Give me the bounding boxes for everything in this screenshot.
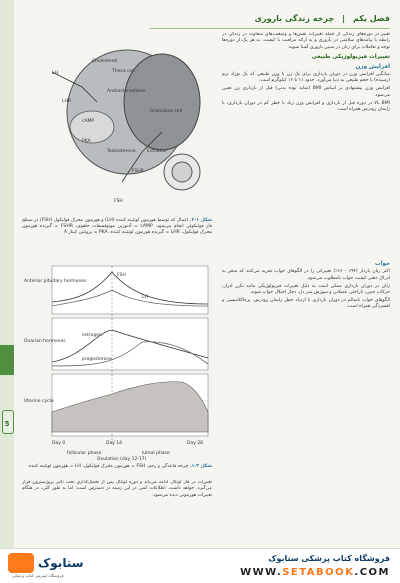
figure2-caption-text: چرخه قاعدگی و رحم. FSH = هورمون محرک فولیکول، LH = هورمون لوتئینه کننده bbox=[28, 464, 189, 469]
body-paragraph: BMI بالا در دوره قبل از بارداری و افزایش وزن زیاد با خطر کم در دوران بارداری، با زایمان زودرس همراه است. bbox=[222, 100, 390, 113]
intro-paragraph: تغییر در دوره‌های زندگی از جمله تغییرات نقش‌ها و وضعیت‌های متفاوت در زندگی در رابطه با پیامدهای سلامتی در باروری و به ارائه مراقبت با کیفیت، به هر یک از دوره‌ها توجه و تعاملات برای زنان در سنین باروری آشنا شوید. bbox=[222, 32, 390, 50]
label-fshr: FSHR bbox=[132, 169, 144, 174]
label-cholesterol: Cholesterol bbox=[92, 59, 118, 64]
web-name: SETABOOK bbox=[282, 567, 355, 578]
subsection-heading: افزایش وزن bbox=[355, 63, 390, 70]
label-follicular-phase: follicular phase bbox=[67, 451, 102, 456]
footer-banner bbox=[0, 548, 400, 583]
body-paragraph: اکثر زنان باردار (۹۴٪ - ۶۶٪) تغییراتی را در الگوهای خواب تجربه می‌کنند که منجر به ادراک ذهنی کیفیت خواب نامطلوب می‌شود. bbox=[222, 269, 390, 281]
oocyte-inner bbox=[172, 162, 192, 182]
right-column-sleep bbox=[222, 258, 390, 548]
header-rule bbox=[150, 28, 390, 29]
body-paragraph: میانگین افزایش وزن در دوران بارداری برای یک زن با وزن طبیعی که یک نوزاد ترم (رسیده) با حجم طبیعی به دنیا می‌آورد، حدود ۱۱ تا ۱۶ کیلوگرم است. bbox=[222, 72, 390, 84]
page-number: 5 bbox=[4, 420, 10, 428]
logo-wordmark: ستابوک bbox=[38, 556, 84, 570]
margin-strip bbox=[0, 0, 14, 582]
granulosa-cell-shape bbox=[124, 54, 200, 150]
menstrual-cycle-figure bbox=[22, 262, 212, 462]
label-luteal-phase: luteal phase bbox=[142, 451, 170, 456]
running-header bbox=[100, 10, 390, 26]
label-theca: Theca cell bbox=[112, 69, 135, 74]
label-progesterone: progesterone bbox=[82, 357, 112, 362]
label-pka: PKA bbox=[82, 139, 91, 144]
follicle-diagram-svg bbox=[22, 32, 212, 212]
sleep-heading: خواب bbox=[374, 261, 390, 267]
figure2-caption-label: شکل ۳-۱. bbox=[189, 464, 212, 469]
ovarian-panel bbox=[52, 318, 208, 370]
label-day14: Day 14 bbox=[106, 441, 123, 446]
web-prefix: WWW. bbox=[240, 567, 283, 578]
logo-tagline: فروشگاه اینترنتی کتاب پزشکی bbox=[12, 573, 64, 578]
figure1-caption-text: اعمال که توسط هورمون لوتئینه کننده (LH) و هورمون محرک فولیکول (FSH) در سطح فاز فولیکولی انجام می‌شود. cAMP = آدنوزین مونوفسفات حلقوی، FSHR = گیرنده هورمون محرک فولیکول، LHR = گیرنده هورمون لوتئینه کننده، PKA = پروتئین کیناز A bbox=[22, 218, 212, 236]
label-testosterone: Testosterone bbox=[107, 149, 136, 154]
label-camp: cAMP bbox=[82, 119, 95, 124]
logo-mark-icon bbox=[8, 553, 34, 573]
figure2-caption bbox=[22, 464, 212, 478]
label-day0: Day 0 bbox=[52, 441, 66, 446]
nucleus-shape bbox=[70, 111, 114, 143]
label-lhr: LHR bbox=[62, 99, 72, 104]
chapter-title: چرخه زندگی باروری bbox=[254, 13, 335, 23]
chapter-label: فصل یکم bbox=[353, 13, 390, 23]
body-paragraph: زنان در دوران بارداری ممکن است به دلیل تغییرات فیزیولوژیکی مانند تکرر ادرار، حرکات جنین، ناراحتی عضلانی و سوزش سر دل، دچار اختلال خواب شوند. bbox=[222, 283, 390, 296]
menstrual-cycle-svg bbox=[22, 262, 212, 462]
label-estrogen: estrogen bbox=[82, 333, 102, 338]
label-lh-curve: LH bbox=[142, 295, 148, 300]
website-link[interactable] bbox=[240, 567, 390, 578]
header-separator: | bbox=[342, 13, 346, 23]
figure1-caption bbox=[22, 218, 212, 256]
label-fsh: FSH bbox=[114, 199, 123, 204]
left-column-text bbox=[22, 480, 212, 548]
label-androstenedione: Androstenedione bbox=[107, 89, 146, 94]
setabook-logo[interactable] bbox=[8, 553, 82, 579]
label-anterior-pituitary: Anterior pituitary hormones bbox=[24, 279, 87, 284]
figure1-caption-label: شکل ۱-۲. bbox=[189, 218, 213, 223]
label-granulosa: Granulosa cell bbox=[150, 109, 183, 114]
label-day28: Day 28 bbox=[187, 441, 204, 446]
web-suffix: .COM bbox=[354, 567, 390, 578]
label-fsh-curve: FSH bbox=[117, 273, 126, 278]
label-ovulation: Ovulation (day 12-17) bbox=[97, 457, 147, 462]
follicle-diagram bbox=[22, 32, 212, 212]
body-paragraph: تغییرات در فاز لوتئال ادامه می‌یابد و دوره لوتئال پس از تخمک‌گذاری تحت تأثیر پروژسترون قرار می‌گیرد. خواهد داشت. اطلاعات کمی در این زمینه در دسترس است؛ اما به طور کلی، در هنگام تغییرات هورمونی دیده می‌شود. bbox=[22, 480, 212, 498]
body-paragraph: افزایش وزن پیشنهادی بر اساس BMI (نمایه توده بدنی) قبل از بارداری زن تعیین می‌شود. bbox=[222, 86, 390, 98]
section-heading: تغییرات فیزیولوژیکی طبیعی bbox=[311, 54, 390, 61]
margin-accent bbox=[0, 345, 14, 375]
label-lh: LH bbox=[52, 71, 58, 76]
body-paragraph: الگوهای خواب ناسالم در دوران بارداری با ازدیاد خطر زایمان زودرس، پره‌اکلامپسی و افسردگی همراه است. bbox=[222, 298, 390, 310]
label-ovarian-hormones: Ovarian hormones bbox=[24, 339, 66, 344]
label-estradiol: Estradiol bbox=[147, 149, 167, 154]
label-uterine-cycle: Uterine cycle bbox=[24, 399, 54, 404]
pituitary-panel bbox=[52, 266, 208, 314]
shop-name: فروشگاه کتاب پزشکی ستابوک bbox=[268, 554, 390, 563]
